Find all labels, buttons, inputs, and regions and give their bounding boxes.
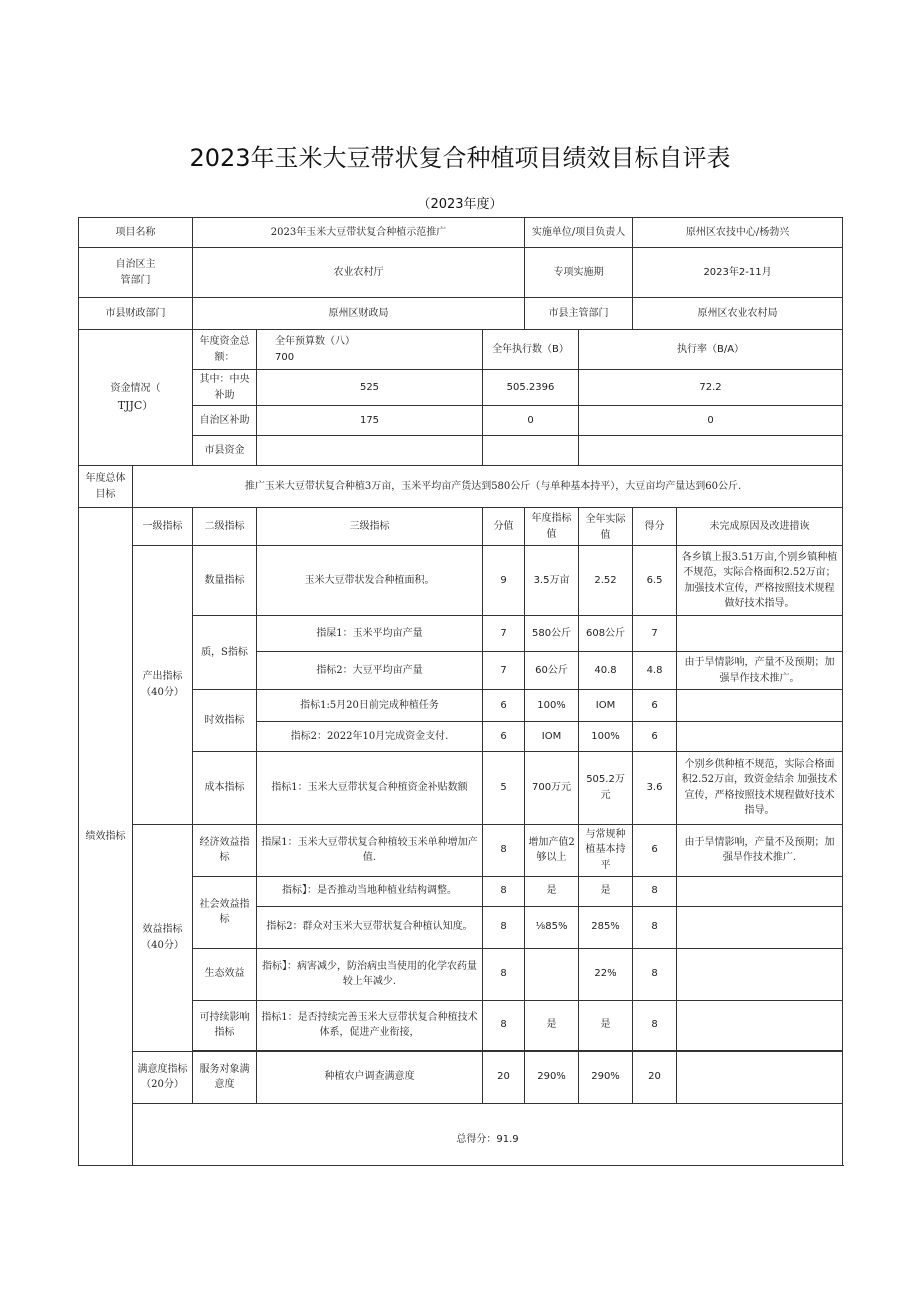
evaluation-table bbox=[78, 217, 843, 1166]
header-score: 得分 bbox=[633, 508, 677, 546]
goal-row bbox=[79, 466, 843, 508]
funds-label-line2: TJJC） bbox=[117, 398, 154, 412]
region-rate: 0 bbox=[579, 406, 843, 436]
r8-score: 8 bbox=[633, 876, 677, 906]
r5-reason bbox=[677, 722, 843, 752]
page-title: 2023年玉米大豆带状复合种植项目绩效目标自评表 bbox=[189, 144, 731, 172]
r10-actual: 22% bbox=[579, 948, 633, 1000]
quantity-indicator-label: 数量指标 bbox=[193, 546, 257, 616]
r7-score: 6 bbox=[633, 824, 677, 876]
city-dept-value: 原州区农业农村局 bbox=[633, 298, 843, 330]
dept-row bbox=[79, 248, 843, 298]
central-exec: 505.2396 bbox=[483, 370, 579, 406]
page-subtitle: （2023年度） bbox=[417, 197, 503, 212]
economic-indicator-label: 经济效益指标 bbox=[193, 824, 257, 876]
r11-target: 是 bbox=[525, 1000, 579, 1050]
r3-level3: 指标2：大豆平均亩产量 bbox=[257, 652, 483, 690]
r2-value: 7 bbox=[483, 616, 525, 652]
finance-label: 市县财政部门 bbox=[79, 298, 193, 330]
r1-reason: 各乡镇上报3.51万亩,个别乡镇种植不规范，实际合格面积2.52万亩；加强技术宣传，严格按照技术规程做好技术指导。 bbox=[677, 546, 843, 616]
r5-value: 6 bbox=[483, 722, 525, 752]
r12-value: 20 bbox=[483, 1051, 525, 1103]
funds-label bbox=[79, 330, 193, 466]
table-row bbox=[79, 948, 843, 1000]
r12-target: 290% bbox=[525, 1051, 579, 1103]
table-row bbox=[79, 1051, 843, 1103]
output-indicator-label: 产出指标（40分） bbox=[133, 546, 193, 825]
period-value: 2023年2-11月 bbox=[633, 248, 843, 298]
r1-value: 9 bbox=[483, 546, 525, 616]
r9-reason bbox=[677, 906, 843, 948]
funds-row-total bbox=[79, 330, 843, 370]
r6-level3: 指标1：玉米大豆带状复合种植资金补贴数额 bbox=[257, 752, 483, 824]
central-budget: 525 bbox=[257, 370, 483, 406]
r5-score: 6 bbox=[633, 722, 677, 752]
r5-level3: 指标2：2022年10月完成资金支付. bbox=[257, 722, 483, 752]
service-indicator-label: 服务对象满意度 bbox=[193, 1051, 257, 1103]
r4-reason bbox=[677, 690, 843, 722]
r8-target: 是 bbox=[525, 876, 579, 906]
social-indicator-label: 社会效益指标 bbox=[193, 876, 257, 948]
goal-text: 推广玉米大豆带状复合种植3万亩，玉米平均亩产货达到580公斤（与单种基本持平），大豆亩均产量达到60公斤. bbox=[133, 466, 843, 508]
region-budget: 175 bbox=[257, 406, 483, 436]
r11-value: 8 bbox=[483, 1000, 525, 1050]
r8-reason bbox=[677, 876, 843, 906]
period-label: 专项实施期 bbox=[525, 248, 633, 298]
goal-label: 年度总体目标 bbox=[79, 466, 133, 508]
r1-target: 3.5万亩 bbox=[525, 546, 579, 616]
r2-level3: 指屎1：玉米平均亩产量 bbox=[257, 616, 483, 652]
r1-level3: 玉米大豆带状发合种植面积。 bbox=[257, 546, 483, 616]
r12-actual: 290% bbox=[579, 1051, 633, 1103]
r11-actual: 是 bbox=[579, 1000, 633, 1050]
rate-label: 执行率（B/A） bbox=[579, 330, 843, 370]
unit-label: 实施单位/项目负责人 bbox=[525, 218, 633, 248]
table-row bbox=[79, 546, 843, 616]
table-row bbox=[79, 824, 843, 876]
funds-row-central bbox=[79, 370, 843, 406]
r2-target: 580公斤 bbox=[525, 616, 579, 652]
r2-score: 7 bbox=[633, 616, 677, 652]
city-exec bbox=[483, 436, 579, 466]
r12-reason bbox=[677, 1051, 843, 1103]
r7-actual: 与常规种植基本持平 bbox=[579, 824, 633, 876]
r7-reason: 由于旱情影响，产量不及预期；加强旱作技术推广. bbox=[677, 824, 843, 876]
r10-level3: 指标】：病害减少，防治病虫当使用的化学农药量较上年减少. bbox=[257, 948, 483, 1000]
r4-actual: IOM bbox=[579, 690, 633, 722]
dept-value: 农业农村厅 bbox=[193, 248, 525, 298]
funds-row-region bbox=[79, 406, 843, 436]
r3-value: 7 bbox=[483, 652, 525, 690]
region-label: 自治区补助 bbox=[193, 406, 257, 436]
region-exec: 0 bbox=[483, 406, 579, 436]
benefit-indicator-label: 效益指标（40分） bbox=[133, 824, 193, 1051]
r4-value: 6 bbox=[483, 690, 525, 722]
table-row bbox=[79, 1000, 843, 1050]
r10-value: 8 bbox=[483, 948, 525, 1000]
header-score-value: 分值 bbox=[483, 508, 525, 546]
dept-label bbox=[79, 248, 193, 298]
r6-reason: 个别乡供种植不规范，实际合格面积2.52万亩，致资金结余 加强技术宣传，严格按照技术规程做好技术指导。 bbox=[677, 752, 843, 824]
r3-reason: 由于旱情影响，产量不及预期；加强旱作技术推广。 bbox=[677, 652, 843, 690]
dept-label-line2: 管部门 bbox=[120, 274, 151, 286]
total-score: 总得分：91.9 bbox=[133, 1103, 843, 1165]
exec-label: 全年执行数（B） bbox=[483, 330, 579, 370]
r3-actual: 40.8 bbox=[579, 652, 633, 690]
table-row bbox=[79, 876, 843, 906]
timeliness-indicator-label: 时效指标 bbox=[193, 690, 257, 752]
header-level3: 三级指标 bbox=[257, 508, 483, 546]
r12-score: 20 bbox=[633, 1051, 677, 1103]
cost-indicator-label: 成本指标 bbox=[193, 752, 257, 824]
indicator-header-row bbox=[79, 508, 843, 546]
r1-actual: 2.52 bbox=[579, 546, 633, 616]
table-row bbox=[79, 752, 843, 824]
finance-row bbox=[79, 298, 843, 330]
r7-target: 增加产值2够以上 bbox=[525, 824, 579, 876]
r7-level3: 指屎1：玉米大豆带状复合种植较玉米单种增加产值. bbox=[257, 824, 483, 876]
table-row bbox=[79, 690, 843, 722]
r8-level3: 指标】：是否推动当地种植业结构调整。 bbox=[257, 876, 483, 906]
r9-level3: 指标2：群众对玉米大豆带状复合种植认知度。 bbox=[257, 906, 483, 948]
dept-label-line1: 自治区主 bbox=[115, 259, 156, 270]
r3-target: 60公斤 bbox=[525, 652, 579, 690]
r9-score: 8 bbox=[633, 906, 677, 948]
city-rate bbox=[579, 436, 843, 466]
r7-value: 8 bbox=[483, 824, 525, 876]
r9-actual: 285% bbox=[579, 906, 633, 948]
r10-reason bbox=[677, 948, 843, 1000]
project-name-label: 项目名称 bbox=[79, 218, 193, 248]
funds-row-city bbox=[79, 436, 843, 466]
project-name: 2023年玉米大豆带状复合种植示范推广 bbox=[193, 218, 525, 248]
header-reason: 未完成原因及改进措诙 bbox=[677, 508, 843, 546]
r6-target: 700万元 bbox=[525, 752, 579, 824]
central-rate: 72.2 bbox=[579, 370, 843, 406]
r12-level3: 种植农户调查满意度 bbox=[257, 1051, 483, 1103]
table-row bbox=[79, 616, 843, 652]
r2-actual: 608公斤 bbox=[579, 616, 633, 652]
r10-score: 8 bbox=[633, 948, 677, 1000]
r1-score: 6.5 bbox=[633, 546, 677, 616]
r2-reason bbox=[677, 616, 843, 652]
r11-score: 8 bbox=[633, 1000, 677, 1050]
r6-actual: 505.2万元 bbox=[579, 752, 633, 824]
central-label: 其中：中央补助 bbox=[193, 370, 257, 406]
r4-level3: 指标1:5月20日前完成种植任务 bbox=[257, 690, 483, 722]
funds-label-line1: 资金情况（ bbox=[110, 383, 161, 395]
r6-value: 5 bbox=[483, 752, 525, 824]
city-dept-label: 市县主管部门 bbox=[525, 298, 633, 330]
budget-header bbox=[257, 330, 483, 370]
total-row bbox=[79, 1103, 843, 1165]
city-funds-label: 市县资金 bbox=[193, 436, 257, 466]
satisfaction-indicator-label: 满意度指标（20分） bbox=[133, 1051, 193, 1103]
r4-score: 6 bbox=[633, 690, 677, 722]
r6-score: 3.6 bbox=[633, 752, 677, 824]
r8-value: 8 bbox=[483, 876, 525, 906]
unit-value: 原州区农技中心/杨勃兴 bbox=[633, 218, 843, 248]
sustain-indicator-label: 可持续影响指标 bbox=[193, 1000, 257, 1050]
r3-score: 4.8 bbox=[633, 652, 677, 690]
quality-indicator-label: 质，S指标 bbox=[193, 616, 257, 690]
project-row bbox=[79, 218, 843, 248]
city-budget bbox=[257, 436, 483, 466]
total-funds-label: 年度资金总额： bbox=[193, 330, 257, 370]
finance-value: 原州区财政局 bbox=[193, 298, 525, 330]
r11-level3: 指标1：是否持续完善玉米大豆带状复合种植技术体系，促进产业衔接， bbox=[257, 1000, 483, 1050]
indicators-section-label: 绩效指标 bbox=[79, 508, 133, 1166]
budget-value: 700 bbox=[275, 351, 295, 363]
budget-label: 全年预算数（八） bbox=[275, 336, 355, 347]
r9-value: 8 bbox=[483, 906, 525, 948]
header-level2: 二级指标 bbox=[193, 508, 257, 546]
header-annual-target: 年度指标值 bbox=[525, 508, 579, 546]
r4-target: 100% bbox=[525, 690, 579, 722]
ecology-indicator-label: 生态效益 bbox=[193, 948, 257, 1000]
r8-actual: 是 bbox=[579, 876, 633, 906]
header-level1: 一级指标 bbox=[133, 508, 193, 546]
r10-target bbox=[525, 948, 579, 1000]
header-actual: 全年实际值 bbox=[579, 508, 633, 546]
r9-target: ⅛85% bbox=[525, 906, 579, 948]
r5-target: IOM bbox=[525, 722, 579, 752]
r5-actual: 100% bbox=[579, 722, 633, 752]
r11-reason bbox=[677, 1000, 843, 1050]
